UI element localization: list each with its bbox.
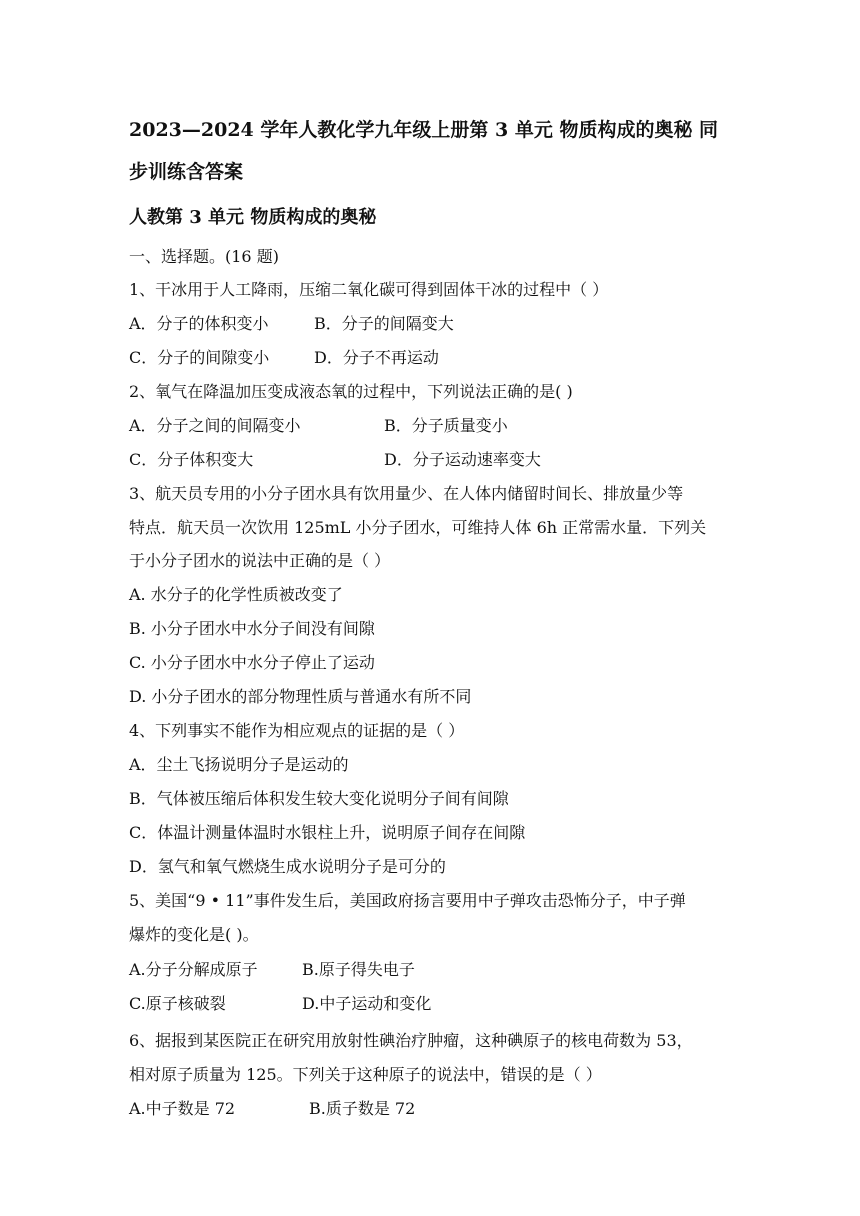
q6-stem-line-1: 6、据报到某医院正在研究用放射性碘治疗肿瘤，这种碘原子的核电荷数为 53， (129, 1031, 693, 1050)
q2-option-a: A．分子之间的间隔变小 (129, 416, 301, 435)
q6-option-b: B.质子数是 72 (309, 1099, 416, 1118)
q1-option-c: C．分子的间隙变小 (129, 348, 270, 367)
document-title-line-1: 2023—2024 学年人教化学九年级上册第 3 单元 物质构成的奥秘 同 (129, 119, 719, 141)
q1-option-b: B．分子的间隔变大 (314, 314, 454, 333)
section-heading: 一、选择题。(16 题) (129, 247, 279, 266)
q4-option-a: A．尘土飞扬说明分子是运动的 (129, 755, 349, 774)
unit-heading: 人教第 3 单元 物质构成的奥秘 (129, 207, 377, 228)
q4-option-d: D．氢气和氧气燃烧生成水说明分子是可分的 (129, 857, 446, 876)
q6-option-a: A.中子数是 72 (129, 1099, 236, 1118)
q2-option-d: D．分子运动速率变大 (384, 450, 541, 469)
q5-stem-line-1: 5、美国“9 • 11”事件发生后，美国政府扬言要用中子弹攻击恐怖分子，中子弹 (129, 891, 686, 910)
q5-option-b: B.原子得失电子 (302, 960, 415, 979)
q5-option-c: C.原子核破裂 (129, 994, 226, 1013)
q2-option-b: B．分子质量变小 (384, 416, 508, 435)
q3-stem-line-2: 特点．航天员一次饮用 125mL 小分子团水，可维持人体 6h 正常需水量．下列关 (129, 518, 707, 537)
q5-option-d: D.中子运动和变化 (302, 994, 432, 1013)
document-title-line-2: 步训练含答案 (129, 161, 244, 183)
q1-stem: 1、干冰用于人工降雨，压缩二氧化碳可得到固体干冰的过程中（ ） (129, 280, 609, 299)
q1-option-a: A．分子的体积变小 (129, 314, 269, 333)
q4-stem: 4、下列事实不能作为相应观点的证据的是（ ） (129, 721, 465, 740)
q3-option-d: D. 小分子团水的部分物理性质与普通水有所不同 (129, 687, 472, 706)
q5-option-a: A.分子分解成原子 (129, 960, 258, 979)
q3-option-c: C. 小分子团水中水分子停止了运动 (129, 653, 375, 672)
q2-stem: 2、氧气在降温加压变成液态氧的过程中，下列说法正确的是( ) (129, 382, 573, 401)
q4-option-b: B．气体被压缩后体积发生较大变化说明分子间有间隙 (129, 789, 509, 808)
q3-stem-line-3: 于小分子团水的说法中正确的是（ ） (129, 551, 391, 570)
q3-option-b: B. 小分子团水中水分子间没有间隙 (129, 619, 375, 638)
q3-option-a: A. 水分子的化学性质被改变了 (129, 585, 343, 604)
q6-stem-line-2: 相对原子质量为 125。下列关于这种原子的说法中，错误的是（ ） (129, 1065, 602, 1084)
q4-option-c: C．体温计测量体温时水银柱上升，说明原子间存在间隙 (129, 823, 526, 842)
q5-stem-line-2: 爆炸的变化是( )。 (129, 925, 259, 944)
q1-option-d: D．分子不再运动 (314, 348, 439, 367)
q2-option-c: C．分子体积变大 (129, 450, 254, 469)
q3-stem-line-1: 3、航天员专用的小分子团水具有饮用量少、在人体内储留时间长、排放量少等 (129, 484, 684, 503)
